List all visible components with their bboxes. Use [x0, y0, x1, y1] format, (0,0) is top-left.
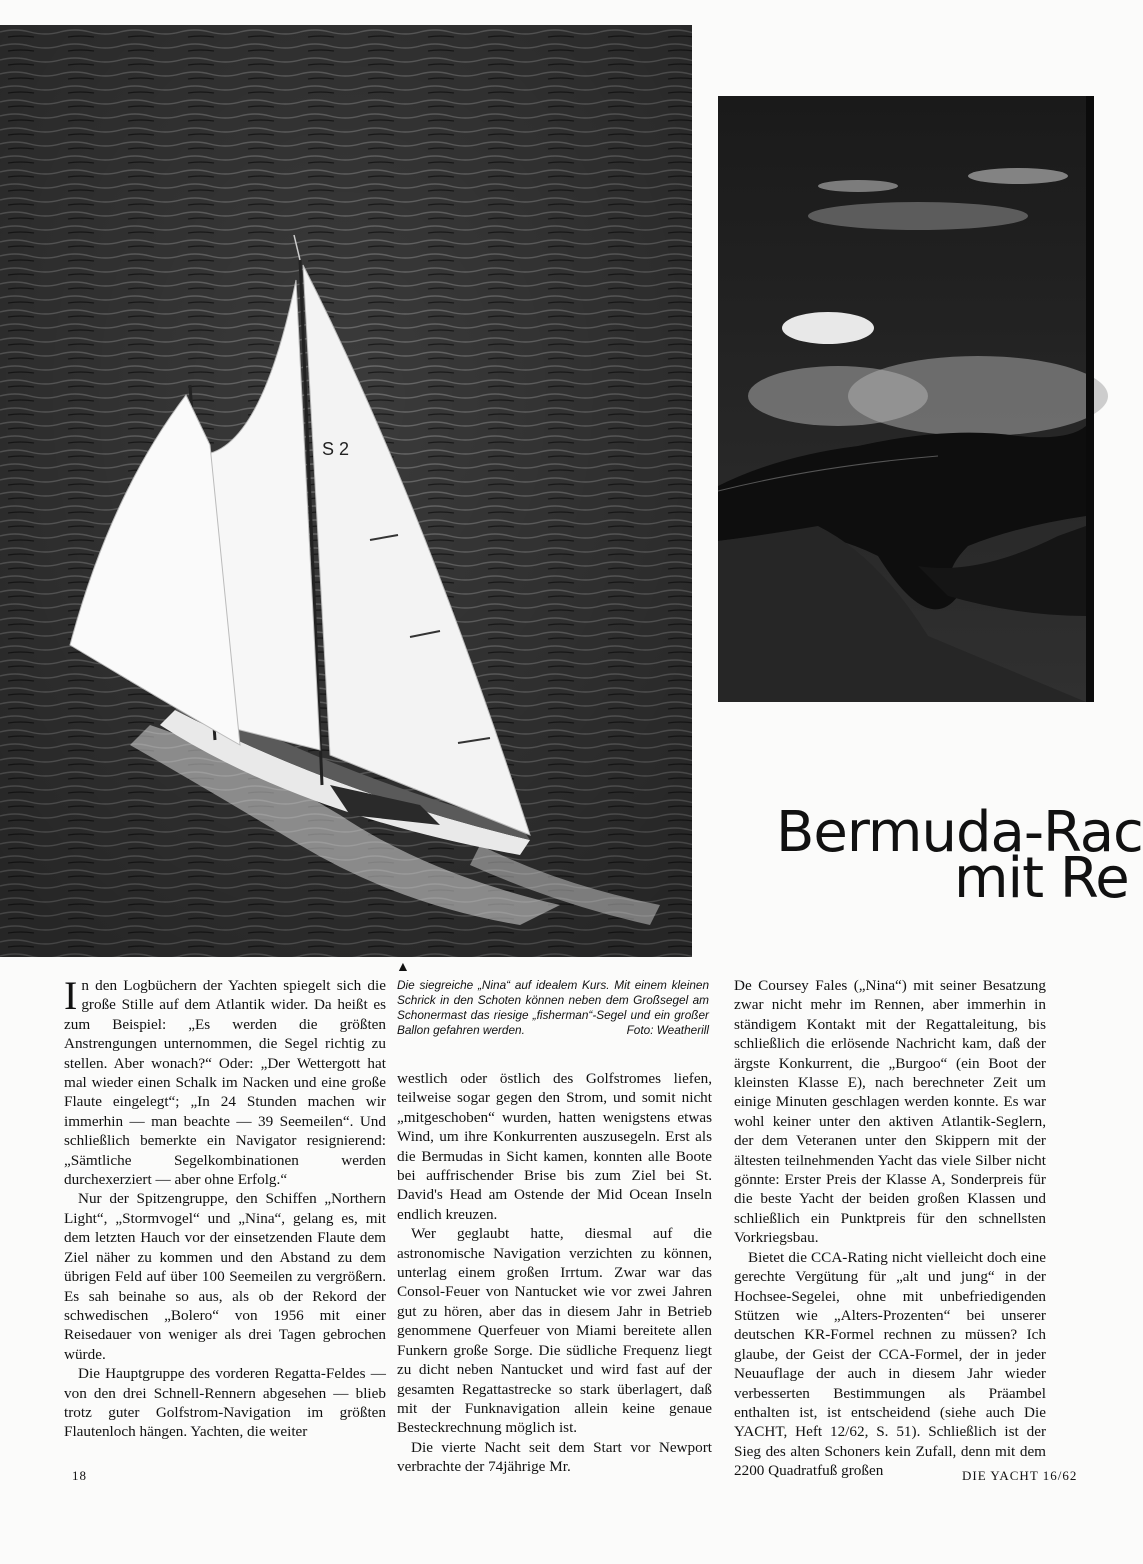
paragraph: Wer geglaubt hatte, diesmal auf die astronomische Navigation verzichten zu können, unterlag einem großen Irrtum. Zwar war das Consol-Feuer von Nantucket wie vor zwei Jahren gut zu hören, aber das in diesem Jahr in Betrieb genommene Querfeuer von Miami bereitete allen Funkern große Sorge. Die südliche Frequenz liegt zu dicht neben Nantucket und wird fast auf der gesamten Regattastrecke so stark überlagert, daß mit der Funknavigation allein keine genaue Besteckrechnung möglich ist. — [397, 1225, 712, 1437]
headline-line-2: mit Re — [954, 846, 1129, 911]
article-column-3 — [734, 976, 1046, 1481]
paragraph: Die vierte Nacht seit dem Start vor Newport verbrachte der 74jährige Mr. — [397, 1438, 712, 1476]
headline-line-1: Bermuda-Rac — [776, 800, 1143, 865]
photo-caption — [397, 978, 709, 1038]
article-column-1 — [64, 973, 386, 1442]
paragraph — [64, 973, 386, 1189]
paragraph: westlich oder östlich des Golfstromes liefen, teilweise sogar gegen den Strom, und somit nicht „mitgeschoben“ wurden, hatten wenigstens etwas Wind, um ihre Konkurrenten auszusegeln. Erst als die Bermudas in Sicht kamen, konnten alle Boote bei auffrischender Brise bis zum Ziel bei St. David's Head am Ostende der Mid Ocean Inseln endlich kreuzen. — [397, 1070, 712, 1223]
paragraph: Nur der Spitzengruppe, den Schiffen „Northern Light“, „Stormvogel“ und „Nina“, gelang es, mit dem letzten Hauch vor der einsetzenden Flaute dem Ziel näher zu kommen und den Abstand zu dem übrigen Feld auf über 100 Seemeilen zu vergrößern. Es sah beinahe so aus, als ob der Rekord der schwedischen „Bolero“ von 1956 mit einer Reisedauer von weniger als drei Tagen gebrochen würde. — [64, 1190, 386, 1363]
page-number: 18 — [72, 1468, 87, 1483]
paragraph: Bietet die CCA-Rating nicht vielleicht doch eine gerechte Vergütung für „alt und jung“ in der Hochsee-Segelei, ohne mit unbefriedigenden Stützen wie „Alters-Prozenten“ bei unserer deutschen KR-Formel rechnen zu müssen? Ich glaube, der Geist der CCA-Formel, der in jeder Neuauflage der auch in diesem Jahr wieder verbesserten Bestimmungen als Präambel enthalten ist, ist entscheidend (siehe auch Die YACHT, Heft 12/62, S. 51). Schließlich ist der Sieg des alten Schoners kein Zufall, denn mit dem 2200 Quadratfuß großen — [734, 1248, 1046, 1480]
schooner-photo — [0, 25, 692, 957]
paragraph: De Coursey Fales („Nina“) mit seiner Besatzung zwar nicht mehr im Rennen, aber immerhin in ständigem Kontakt mit der Regattaleitung, bis schließlich die erlösende Nachricht kam, daß der ärgste Konkurrent, die „Burgoo“ (ein Boot der kleinsten Klasse E), nach berechneter Zeit um einige Minuten geschlagen werden konnte. Es war wohl keiner unter den aktiven Atlantik-Seglern, der dem Veteranen unter den Skippern mit der ältesten teilnehmenden Yacht das viele Silber nicht gönnte: Erster Preis der Klasse A, Sonderpreis für die beste Yacht der beiden großen Klassen und schließlich ein Punktpreis für den schnellsten Vorkriegsbau. — [734, 977, 1046, 1247]
bermuda-aerial-photo — [718, 96, 1086, 702]
magazine-issue: DIE YACHT 16/62 — [962, 1468, 1078, 1483]
photo-credit: Foto: Weatherill — [626, 1023, 709, 1037]
paragraph-text: n den Logbüchern der Yachten spiegelt sich die große Stille auf dem Atlantik wider. Da heißt es zum Beispiel: „Es werden die größten Anstrengungen unternommen, die Segel richtig zu stellen. Aber wonach?“ Oder: „Der Wettergott hat mal wieder einen Schalk im Nacken und eine große Flaute eingelegt“; „In 24 Stunden machen wir immerhin — man beachte — 39 Seemeilen“. Und schließlich bemerkte ein Navigator resignierend: „Sämtliche Segelkombinationen werden durchexerziert — aber ohne Erfolg.“ — [64, 977, 386, 1189]
caption-text: Die siegreiche „Nina“ auf idealem Kurs. Mit einem kleinen Schrick in den Schoten können neben dem Großsegel am Schonermast das riesige „fisherman“-Segel und ein großer Ballon gefahren werden. — [397, 978, 709, 1037]
paragraph: Die Hauptgruppe des vorderen Regatta-Feldes — von den drei Schnell-Rennern abgesehen — blieb trotz guter Golfstrom-Navigation im größten Flautenloch hängen. Yachten, die weiter — [64, 1365, 386, 1441]
article-column-2 — [397, 1069, 712, 1477]
photo-divider — [1086, 96, 1094, 702]
caption-arrow: ▲ — [396, 960, 410, 975]
sail-number-text: S 2 — [322, 439, 350, 459]
drop-cap: I — [64, 973, 78, 1018]
